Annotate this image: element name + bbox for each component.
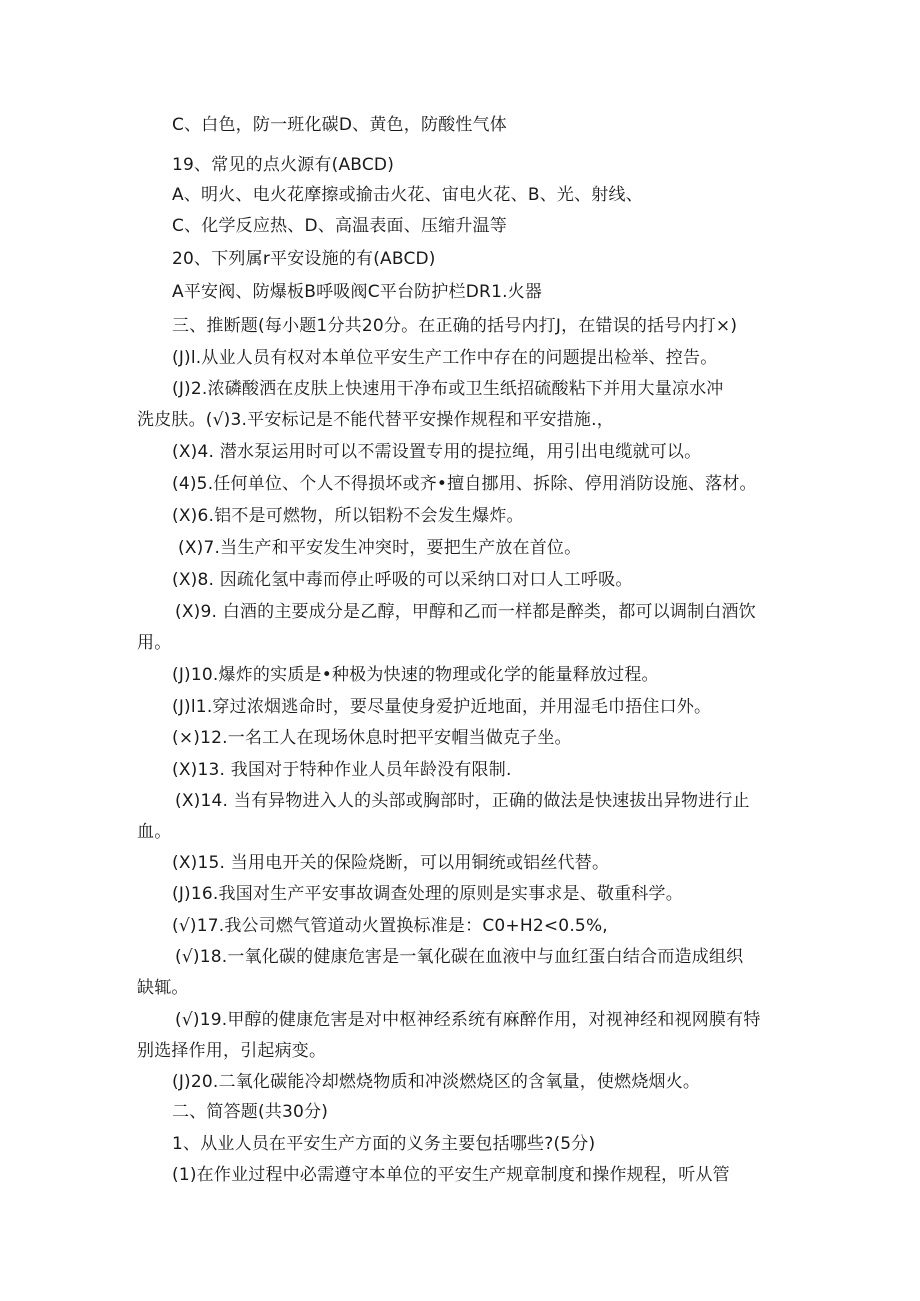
judgment-item: (×)12.一名工人在现场休息时把平安帽当做克子坐。 [172,728,572,748]
judgment-item: (X)6.铝不是可燃物，所以铝粉不会发生爆炸。 [172,506,524,526]
question-20: 20、下列属r平安设施的有(ABCD) [172,249,436,269]
judgment-item: (J)l1.穿过浓烟逃命时，要尽量使身爱护近地面，并用湿毛巾捂住口外。 [172,697,712,717]
judgment-item: (J)l.从业人员有权对本单位平安生产工作中存在的问题提出检举、控告。 [172,348,718,368]
judgment-item-continuation: 洗皮肤。(√)3.平安标记是不能代替平安操作规程和平安措施.， [137,410,614,430]
judgment-item: (J)20.二氧化碳能冷却燃烧物质和冲淡燃烧区的含氧量，使燃烧烟火。 [172,1072,701,1092]
text-line: A、明火、电火花摩擦或揄击火花、宙电火花、B、光、射线、 [172,185,643,205]
judgment-item: (X)15. 当用电开关的保险烧断，可以用铜统或铝丝代替。 [172,853,610,873]
judgment-item: (X)4. 潜水泵运用时可以不需设置专用的提拉绳，用引出电缆就可以。 [172,442,702,462]
judgment-item: (X)13. 我国对于特种作业人员年龄没有限制. [172,760,512,780]
judgment-item-continuation: 血。 [137,822,172,842]
judgment-item: (√)19.甲醇的健康危害是对中枢神经系统有麻醉作用，对视神经和视网膜有特 [175,1010,761,1030]
text-line: C、白色，防一班化碳D、黄色，防酸性气体 [172,115,507,135]
judgment-item: (X)14. 当有异物进入人的头部或胸部时，正确的做法是快速拔出异物进行止 [175,791,750,811]
judgment-item: (√)18.一氧化碳的健康危害是一氧化碳在血液中与血红蛋白结合而造成组织 [175,947,744,967]
section-heading: 二、简答题(共30分) [172,1102,329,1122]
question-1: 1、从业人员在平安生产方面的义务主要包括哪些?(5分) [172,1134,596,1154]
judgment-item: (4)5.任何单位、个人不得损坏或齐•擅自挪用、拆除、停用消防设施、落材。 [172,474,757,494]
text-line: C、化学反应热、D、高温表面、压缩升温等 [172,216,507,236]
section-heading: 三、推断题(每小题1分共20分。在正确的括号内打J，在错误的括号内打×) [172,316,738,336]
judgment-item: (√)17.我公司燃气管道动火置换标准是：C0+H2<0.5%, [172,916,608,936]
answer-text: (1)在作业过程中必需遵守本单位的平安生产规章制度和操作规程，听从管 [172,1165,730,1185]
judgment-item: (X)7.当生产和平安发生冲突时，要把生产放在首位。 [178,538,582,558]
judgment-item: (X)8. 因疏化氢中毒而停止呼吸的可以采纳口对口人工呼吸。 [172,570,633,590]
judgment-item: (X)9. 白酒的主要成分是乙醇，甲醇和乙而一样都是醉类，都可以调制白酒饮 [175,602,756,622]
question-19: 19、常见的点火源有(ABCD) [172,155,395,175]
judgment-item: (J)10.爆炸的实质是•种极为快速的物理或化学的能量释放过程。 [172,665,659,685]
judgment-item: (J)2.浓磷酸洒在皮肤上快速用干净布或卫生纸招硫酸粘下并用大量凉水冲 [172,379,724,399]
judgment-item-continuation: 别选择作用，引起病变。 [137,1041,327,1061]
judgment-item: (J)16.我国对生产平安事故调查处理的原则是实事求是、敬重科学。 [172,884,683,904]
judgment-item-continuation: 缺辄。 [137,978,189,998]
text-line: A平安阀、防爆板B呼吸阀C平台防护栏DR1.火器 [172,282,543,302]
judgment-item-continuation: 用。 [137,633,172,653]
